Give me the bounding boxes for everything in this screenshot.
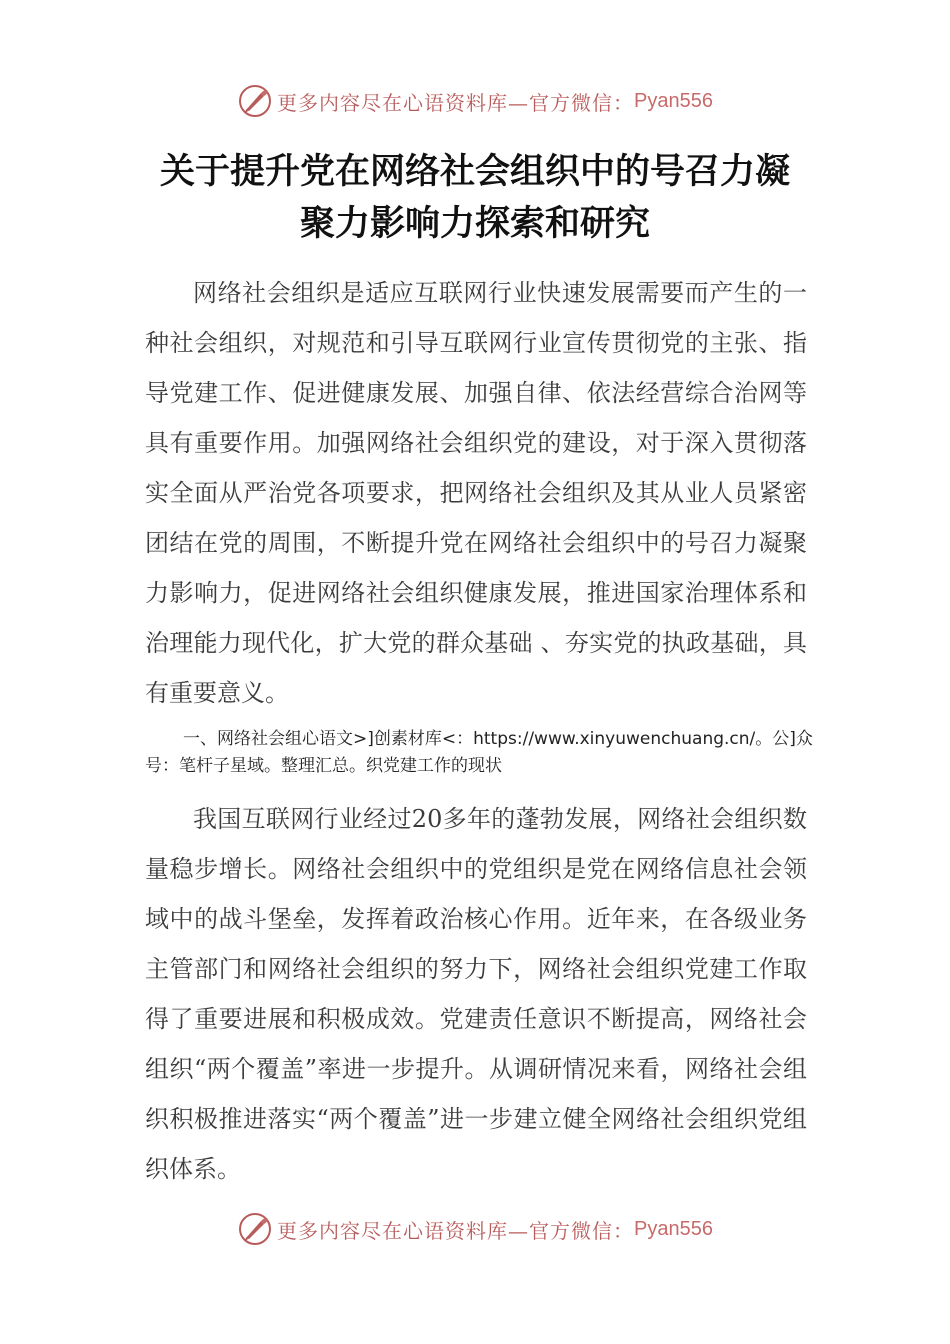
banner-wechat-id: Pyan556 — [634, 1217, 713, 1240]
title-line-1: 关于提升党在网络社会组织中的号召力凝 — [159, 152, 790, 192]
footer-banner — [0, 1204, 950, 1254]
quill-logo-icon — [237, 83, 273, 119]
title-line-2: 聚力影响力探索和研究 — [299, 204, 650, 244]
body-paragraph-2: 我国互联网行业经过20多年的蓬勃发展，网络社会组织数量稳步增长。网络社会组织中的党组织是党在网络信息社会领域中的战斗堡垒，发挥着政治核心作用。近年来，在各级业务主管部门和网络社会组织的努力下，网络社会组织党建工作取得了重要进展和积极成效。党建责任意识不断提高，网络社会组织“两个覆盖”率进一步提升。从调研情况来看，网络社会组织积极推进落实“两个覆盖”进一步建立健全网络社会组织党组织体系。 — [145, 805, 807, 1183]
banner-wechat-id: Pyan556 — [634, 89, 713, 112]
banner-text: 更多内容尽在心语资料库—官方微信： — [277, 1218, 635, 1243]
banner-text: 更多内容尽在心语资料库—官方微信： — [277, 90, 635, 115]
section-heading: 一、网络社会组心语文>]创素材库<：https://www.xinyuwenchuang.cn/。公]众号：笔杆子星域。整理汇总。织党建工作的现状 — [145, 729, 813, 776]
document-title — [145, 146, 805, 250]
body-paragraph-1: 网络社会组织是适应互联网行业快速发展需要而产生的一种社会组织，对规范和引导互联网行业宣传贯彻党的主张、指导党建工作、促进健康发展、加强自律、依法经营综合治网等具有重要作用。加强网络社会组织党的建设，对于深入贯彻落实全面从严治党各项要求，把网络社会组织及其从业人员紧密团结在党的周围，不断提升党在网络社会组织中的号召力凝聚力影响力，促进网络社会组织健康发展，推进国家治理体系和治理能力现代化，扩大党的群众基础 、夯实党的执政基础，具有重要意义。 — [145, 279, 807, 707]
header-banner — [0, 76, 950, 126]
quill-logo-icon — [237, 1211, 273, 1247]
